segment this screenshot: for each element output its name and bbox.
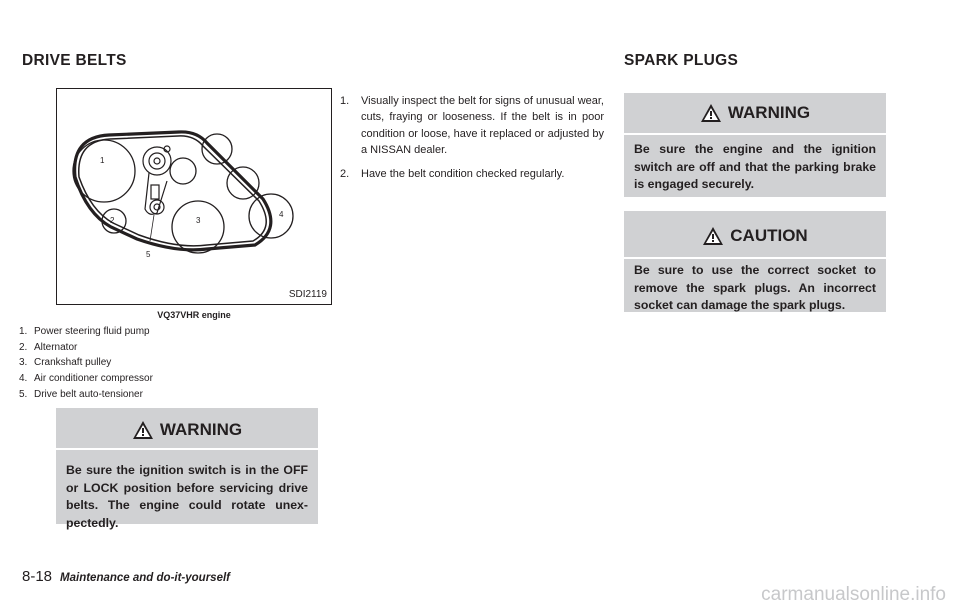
warning-box-drive-belts: [56, 408, 318, 530]
belt-routing-drawing: [57, 89, 333, 306]
watermark: carmanualsonline.info: [761, 584, 946, 605]
legend-item: 3. Crankshaft pulley: [19, 357, 112, 369]
warning-box-spark-plugs: [624, 93, 886, 197]
figure-legend: [19, 324, 153, 403]
belt-diagram: [56, 88, 332, 305]
label-3: 3: [196, 216, 201, 225]
legend-item: 4. Air conditioner compressor: [19, 373, 153, 385]
spark-plugs-title: SPARK PLUGS: [624, 52, 739, 69]
legend-item: 2. Alternator: [19, 341, 78, 353]
step-item: 1. Visually inspect the belt for signs of unusual wear, cuts, fraying or looseness. If the belt is in poor condition or loose, have it replaced or adjusted by a NISSAN dealer.: [340, 95, 604, 157]
figure-code: SDI2119: [288, 289, 327, 300]
warning-icon: [700, 103, 722, 123]
pulley-middle: [227, 167, 259, 199]
idler-pulley: [170, 158, 196, 184]
page-footer: [22, 568, 230, 585]
warning-text: Be sure the engine and the ignition switch are off and that the parking brake is engaged securely.: [634, 142, 876, 192]
label-5: 5: [146, 250, 151, 259]
legend-item: 5. Drive belt auto-tensioner: [19, 388, 143, 400]
section-name: Maintenance and do-it-yourself: [60, 572, 230, 584]
label-1: 1: [100, 156, 105, 165]
drive-belts-title: DRIVE BELTS: [22, 52, 127, 69]
label-2: 2: [110, 216, 115, 225]
warning-heading: WARNING: [159, 420, 243, 439]
auto-tensioner: [143, 146, 171, 214]
page-number: 8-18: [22, 568, 53, 585]
caution-heading: CAUTION: [730, 226, 808, 245]
step-item: 2. Have the belt condition checked regularly.: [340, 167, 565, 180]
warning-heading: WARNING: [727, 103, 811, 122]
warning-text: Be sure the ignition switch is in the OFF or LOCK position before servicing drive belts. The engine could rotate unex-pectedly.: [66, 463, 308, 530]
caution-icon: [702, 226, 724, 246]
warning-icon: [132, 420, 154, 440]
caution-box-spark-plugs: [624, 211, 886, 312]
pulley-power-steering: [73, 140, 135, 202]
figure-caption: VQ37VHR engine: [157, 310, 231, 320]
caution-text: Be sure to use the correct socket to remove the spark plugs. An incorrect socket can damage the spark plugs.: [634, 263, 876, 313]
inspection-steps: [340, 93, 604, 189]
label-4: 4: [279, 210, 284, 219]
legend-item: 1. Power steering fluid pump: [19, 326, 150, 337]
